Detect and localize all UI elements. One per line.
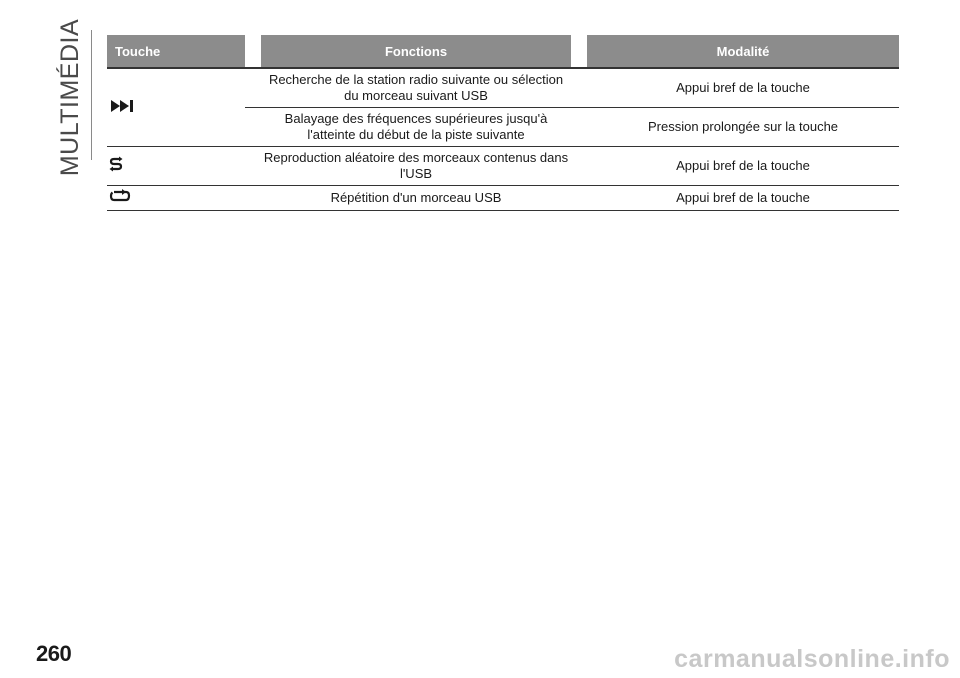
gap-cell [571,108,587,147]
table-row [107,147,899,186]
header-gap [571,35,587,68]
fonction-cell: Répétition d'un morceau USB [261,186,571,211]
section-title: MULTIMÉDIA [56,18,85,176]
gap-cell [571,68,587,108]
header-modalite: Modalité [587,35,899,68]
header-gap [245,35,261,68]
gap-cell [245,186,261,211]
repeat-icon [109,189,131,207]
modalite-cell: Appui bref de la touche [587,186,899,211]
fonction-cell: Balayage des fréquences supérieures jusqu'à l'atteinte du début de la piste suivante [261,108,571,147]
table-row [107,68,899,108]
table-header-row [107,35,899,68]
section-divider [91,30,92,160]
section-label [54,18,88,176]
fonction-cell: Reproduction aléatoire des morceaux contenus dans l'USB [261,147,571,186]
table-row [107,186,899,211]
gap-cell [245,68,261,108]
shuffle-icon [109,156,123,176]
touche-cell [107,147,245,186]
touche-cell [107,68,245,147]
gap-cell [245,108,261,147]
modalite-cell: Appui bref de la touche [587,68,899,108]
gap-cell [245,147,261,186]
fonction-cell: Recherche de la station radio suivante ou sélection du morceau suivant USB [261,68,571,108]
modalite-cell: Pression prolongée sur la touche [587,108,899,147]
header-touche: Touche [107,35,245,68]
functions-table [107,35,899,211]
watermark: carmanualsonline.info [674,645,950,673]
touche-cell [107,186,245,211]
gap-cell [571,186,587,211]
page-number: 260 [36,641,72,666]
next-track-icon [109,99,137,117]
modalite-cell: Appui bref de la touche [587,147,899,186]
gap-cell [571,147,587,186]
header-fonctions: Fonctions [261,35,571,68]
